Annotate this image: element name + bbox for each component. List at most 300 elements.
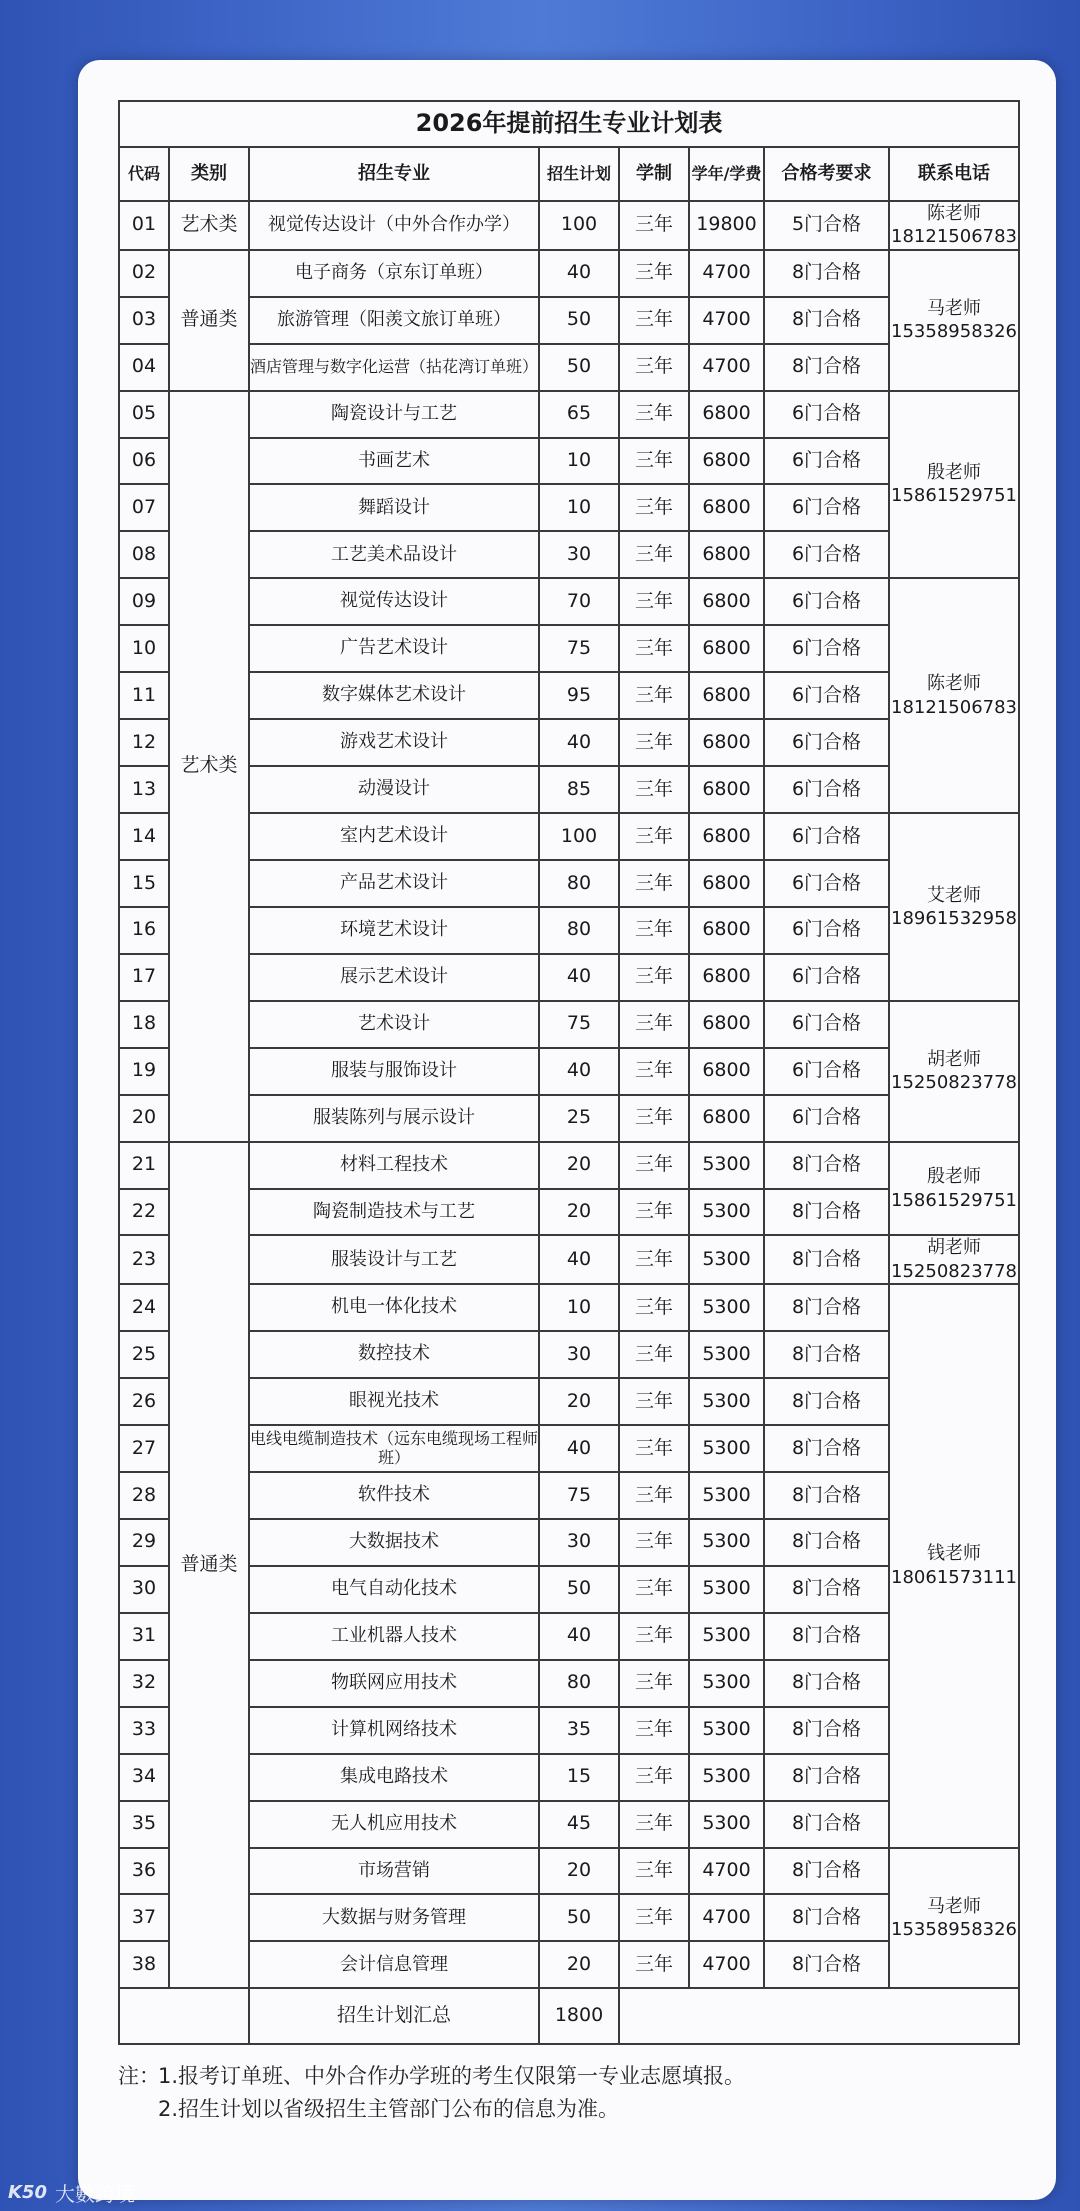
table-row: [119, 672, 1019, 719]
cell-category: 艺术类: [169, 201, 249, 250]
cell-duration: 三年: [619, 578, 689, 625]
cell-plan: 45: [539, 1801, 619, 1848]
table-row: [119, 1142, 1019, 1189]
table-wrapper: [118, 100, 1018, 2045]
header-plan: 招生计划: [539, 147, 619, 201]
table-row: [119, 1001, 1019, 1048]
cell-contact: [889, 1848, 1019, 1989]
cell-major: 服装与服饰设计: [249, 1048, 539, 1095]
cell-major: 大数据技术: [249, 1519, 539, 1566]
cell-requirement: 6门合格: [764, 813, 889, 860]
cell-code: 03: [119, 297, 169, 344]
cell-plan: 95: [539, 672, 619, 719]
cell-duration: 三年: [619, 1519, 689, 1566]
cell-duration: 三年: [619, 1095, 689, 1142]
cell-fee: 4700: [689, 344, 764, 391]
cell-major: 物联网应用技术: [249, 1660, 539, 1707]
cell-fee: 6800: [689, 625, 764, 672]
cell-code: 10: [119, 625, 169, 672]
table-row: [119, 1331, 1019, 1378]
cell-duration: 三年: [619, 1189, 689, 1236]
cell-duration: 三年: [619, 297, 689, 344]
table-row: [119, 1378, 1019, 1425]
table-row: [119, 860, 1019, 907]
cell-code: 07: [119, 484, 169, 531]
cell-fee: 5300: [689, 1613, 764, 1660]
cell-duration: 三年: [619, 954, 689, 1001]
table-row: [119, 250, 1019, 297]
cell-fee: 5300: [689, 1707, 764, 1754]
cell-requirement: 8门合格: [764, 1754, 889, 1801]
cell-fee: 5300: [689, 1519, 764, 1566]
cell-plan: 20: [539, 1848, 619, 1895]
cell-duration: 三年: [619, 1613, 689, 1660]
table-row: [119, 1189, 1019, 1236]
cell-plan: 75: [539, 1472, 619, 1519]
cell-fee: 6800: [689, 813, 764, 860]
note-line-2: 2.招生计划以省级招生主管部门公布的信息为准。: [158, 2096, 620, 2121]
cell-duration: 三年: [619, 1048, 689, 1095]
contact-name: 殷老师: [927, 462, 982, 484]
cell-major: 市场营销: [249, 1848, 539, 1895]
cell-requirement: 8门合格: [764, 1472, 889, 1519]
table-row: [119, 578, 1019, 625]
table-row: [119, 1235, 1019, 1284]
cell-plan: 10: [539, 1284, 619, 1331]
cell-plan: 20: [539, 1142, 619, 1189]
contact-name: 陈老师: [927, 673, 982, 695]
cell-requirement: 8门合格: [764, 1660, 889, 1707]
cell-duration: 三年: [619, 484, 689, 531]
table-row: [119, 1848, 1019, 1895]
cell-code: 13: [119, 766, 169, 813]
cell-plan: 10: [539, 438, 619, 485]
table-body: [119, 201, 1019, 2044]
cell-fee: 6800: [689, 1095, 764, 1142]
cell-requirement: 8门合格: [764, 1331, 889, 1378]
cell-duration: 三年: [619, 813, 689, 860]
table-row: [119, 1425, 1019, 1472]
cell-fee: 6800: [689, 1048, 764, 1095]
cell-requirement: 6门合格: [764, 1095, 889, 1142]
cell-code: 04: [119, 344, 169, 391]
contact-phone: 18961532958: [891, 907, 1018, 929]
cell-fee: 6800: [689, 860, 764, 907]
cell-major: 游戏艺术设计: [249, 719, 539, 766]
cell-fee: 5300: [689, 1754, 764, 1801]
cell-fee: 5300: [689, 1472, 764, 1519]
table-row: [119, 719, 1019, 766]
cell-requirement: 6门合格: [764, 578, 889, 625]
table-row: [119, 1707, 1019, 1754]
table-row: [119, 954, 1019, 1001]
summary-label: 招生计划汇总: [249, 1988, 539, 2044]
table-row: [119, 297, 1019, 344]
cell-major: 动漫设计: [249, 766, 539, 813]
cell-plan: 80: [539, 860, 619, 907]
cell-major: 大数据与财务管理: [249, 1894, 539, 1941]
cell-major: 无人机应用技术: [249, 1801, 539, 1848]
cell-code: 06: [119, 438, 169, 485]
table-row: [119, 625, 1019, 672]
cell-code: 23: [119, 1235, 169, 1284]
cell-major: 视觉传达设计: [249, 578, 539, 625]
cell-requirement: 8门合格: [764, 1284, 889, 1331]
cell-plan: 65: [539, 391, 619, 438]
cell-contact: [889, 578, 1019, 813]
cell-fee: 5300: [689, 1801, 764, 1848]
cell-code: 22: [119, 1189, 169, 1236]
cell-requirement: 6门合格: [764, 907, 889, 954]
cell-fee: 6800: [689, 438, 764, 485]
header-category: 类别: [169, 147, 249, 201]
note-line-1: 1.报考订单班、中外合作办学班的考生仅限第一专业志愿填报。: [158, 2064, 746, 2088]
cell-major: 电子商务（京东订单班）: [249, 250, 539, 297]
cell-fee: 4700: [689, 1941, 764, 1988]
note-prefix: 注：: [118, 2064, 160, 2088]
cell-duration: 三年: [619, 719, 689, 766]
cell-contact: [889, 201, 1019, 250]
cell-plan: 15: [539, 1754, 619, 1801]
cell-duration: 三年: [619, 391, 689, 438]
cell-plan: 25: [539, 1095, 619, 1142]
header-requirement: 合格考要求: [764, 147, 889, 201]
cell-duration: 三年: [619, 1425, 689, 1472]
cell-plan: 40: [539, 1235, 619, 1284]
contact-phone: 18121506783: [891, 696, 1018, 718]
cell-duration: 三年: [619, 1142, 689, 1189]
header-code: 代码: [119, 147, 169, 201]
cell-major: 电气自动化技术: [249, 1566, 539, 1613]
cell-duration: 三年: [619, 1472, 689, 1519]
table-row: [119, 531, 1019, 578]
table-row: [119, 201, 1019, 250]
cell-major: 软件技术: [249, 1472, 539, 1519]
cell-requirement: 8门合格: [764, 1941, 889, 1988]
cell-requirement: 8门合格: [764, 1519, 889, 1566]
cell-code: 35: [119, 1801, 169, 1848]
table-row: [119, 1284, 1019, 1331]
cell-major: 会计信息管理: [249, 1941, 539, 1988]
table-row: [119, 1472, 1019, 1519]
cell-major: 艺术设计: [249, 1001, 539, 1048]
cell-code: 21: [119, 1142, 169, 1189]
table-row: [119, 907, 1019, 954]
cell-plan: 20: [539, 1941, 619, 1988]
cell-plan: 50: [539, 344, 619, 391]
cell-code: 15: [119, 860, 169, 907]
cell-code: 09: [119, 578, 169, 625]
cell-requirement: 6门合格: [764, 531, 889, 578]
cell-fee: 6800: [689, 1001, 764, 1048]
cell-major: 工业机器人技术: [249, 1613, 539, 1660]
cell-code: 20: [119, 1095, 169, 1142]
table-row: [119, 438, 1019, 485]
cell-fee: 19800: [689, 201, 764, 250]
cell-requirement: 8门合格: [764, 1425, 889, 1472]
cell-code: 36: [119, 1848, 169, 1895]
header-fee: 学年/学费: [689, 147, 764, 201]
table-row: [119, 1801, 1019, 1848]
cell-fee: 4700: [689, 1894, 764, 1941]
cell-code: 19: [119, 1048, 169, 1095]
cell-fee: 5300: [689, 1425, 764, 1472]
table-row: [119, 1660, 1019, 1707]
cell-fee: 5300: [689, 1284, 764, 1331]
cell-duration: 三年: [619, 1378, 689, 1425]
contact-phone: 15358958326: [891, 321, 1018, 343]
cell-major: 机电一体化技术: [249, 1284, 539, 1331]
cell-contact: [889, 1142, 1019, 1236]
cell-requirement: 6门合格: [764, 391, 889, 438]
cell-fee: 6800: [689, 766, 764, 813]
cell-plan: 35: [539, 1707, 619, 1754]
cell-plan: 30: [539, 1331, 619, 1378]
cell-code: 27: [119, 1425, 169, 1472]
cell-major: 环境艺术设计: [249, 907, 539, 954]
cell-plan: 30: [539, 1519, 619, 1566]
cell-major: 计算机网络技术: [249, 1707, 539, 1754]
table-row: [119, 1941, 1019, 1988]
cell-requirement: 6门合格: [764, 672, 889, 719]
cell-duration: 三年: [619, 1801, 689, 1848]
cell-requirement: 8门合格: [764, 1566, 889, 1613]
table-row: [119, 1566, 1019, 1613]
table-title: 2026年提前招生专业计划表: [119, 101, 1019, 147]
watermark-text: 大數跨境: [55, 2182, 135, 2206]
cell-duration: 三年: [619, 625, 689, 672]
cell-requirement: 8门合格: [764, 1801, 889, 1848]
cell-requirement: 6门合格: [764, 719, 889, 766]
cell-duration: 三年: [619, 1941, 689, 1988]
cell-code: 32: [119, 1660, 169, 1707]
cell-fee: 4700: [689, 297, 764, 344]
cell-fee: 6800: [689, 907, 764, 954]
cell-contact: [889, 391, 1019, 579]
cell-requirement: 8门合格: [764, 344, 889, 391]
cell-major: 电线电缆制造技术（远东电缆现场工程师班）: [249, 1425, 539, 1472]
cell-code: 14: [119, 813, 169, 860]
cell-category: 普通类: [169, 250, 249, 391]
cell-duration: 三年: [619, 250, 689, 297]
cell-major: 书画艺术: [249, 438, 539, 485]
cell-plan: 20: [539, 1378, 619, 1425]
cell-code: 02: [119, 250, 169, 297]
summary-empty: [619, 1988, 1019, 2044]
cell-category: 普通类: [169, 1142, 249, 1989]
cell-fee: 5300: [689, 1331, 764, 1378]
table-row: [119, 484, 1019, 531]
table-row: [119, 1519, 1019, 1566]
cell-major: 工艺美术品设计: [249, 531, 539, 578]
cell-major: 陶瓷设计与工艺: [249, 391, 539, 438]
cell-fee: 6800: [689, 672, 764, 719]
cell-fee: 6800: [689, 484, 764, 531]
cell-duration: 三年: [619, 860, 689, 907]
cell-code: 08: [119, 531, 169, 578]
cell-major: 酒店管理与数字化运营（拈花湾订单班）: [249, 344, 539, 391]
header-duration: 学制: [619, 147, 689, 201]
cell-requirement: 8门合格: [764, 1707, 889, 1754]
contact-name: 胡老师: [927, 1048, 982, 1070]
cell-fee: 4700: [689, 250, 764, 297]
summary-empty: [119, 1988, 249, 2044]
cell-requirement: 6门合格: [764, 438, 889, 485]
cell-requirement: 6门合格: [764, 484, 889, 531]
table-row: [119, 1095, 1019, 1142]
contact-name: 殷老师: [927, 1166, 982, 1188]
cell-requirement: 8门合格: [764, 1613, 889, 1660]
cell-duration: 三年: [619, 1754, 689, 1801]
cell-duration: 三年: [619, 1660, 689, 1707]
cell-code: 34: [119, 1754, 169, 1801]
table-row: [119, 766, 1019, 813]
cell-major: 室内艺术设计: [249, 813, 539, 860]
table-row: [119, 1048, 1019, 1095]
cell-fee: 5300: [689, 1378, 764, 1425]
cell-plan: 20: [539, 1189, 619, 1236]
note-2: [118, 2093, 1018, 2126]
cell-major: 舞蹈设计: [249, 484, 539, 531]
cell-fee: 6800: [689, 719, 764, 766]
cell-fee: 6800: [689, 531, 764, 578]
cell-code: 33: [119, 1707, 169, 1754]
summary-row: [119, 1988, 1019, 2044]
cell-major: 眼视光技术: [249, 1378, 539, 1425]
cell-requirement: 8门合格: [764, 250, 889, 297]
cell-fee: 6800: [689, 954, 764, 1001]
contact-phone: 15861529751: [891, 1189, 1018, 1211]
cell-fee: 5300: [689, 1566, 764, 1613]
cell-code: 17: [119, 954, 169, 1001]
cell-major: 旅游管理（阳羡文旅订单班）: [249, 297, 539, 344]
cell-plan: 10: [539, 484, 619, 531]
cell-code: 16: [119, 907, 169, 954]
cell-duration: 三年: [619, 1566, 689, 1613]
cell-requirement: 8门合格: [764, 297, 889, 344]
cell-plan: 100: [539, 813, 619, 860]
contact-name: 马老师: [927, 1895, 982, 1917]
cell-code: 05: [119, 391, 169, 438]
cell-plan: 40: [539, 719, 619, 766]
cell-plan: 40: [539, 1048, 619, 1095]
cell-plan: 40: [539, 250, 619, 297]
cell-duration: 三年: [619, 1001, 689, 1048]
cell-code: 18: [119, 1001, 169, 1048]
cell-plan: 40: [539, 1425, 619, 1472]
cell-code: 28: [119, 1472, 169, 1519]
contact-phone: 18061573111: [891, 1566, 1018, 1588]
cell-code: 31: [119, 1613, 169, 1660]
watermark-logo: K50: [8, 2182, 47, 2203]
table-row: [119, 1613, 1019, 1660]
contact-name: 钱老师: [927, 1543, 982, 1565]
cell-major: 数控技术: [249, 1331, 539, 1378]
cell-plan: 50: [539, 297, 619, 344]
table-row: [119, 1754, 1019, 1801]
cell-fee: 5300: [689, 1189, 764, 1236]
cell-requirement: 5门合格: [764, 201, 889, 250]
cell-requirement: 8门合格: [764, 1142, 889, 1189]
footnotes: [118, 2060, 1018, 2125]
cell-requirement: 6门合格: [764, 625, 889, 672]
cell-code: 37: [119, 1894, 169, 1941]
cell-major: 广告艺术设计: [249, 625, 539, 672]
cell-category: 艺术类: [169, 391, 249, 1142]
contact-phone: 15861529751: [891, 485, 1018, 507]
cell-plan: 40: [539, 1613, 619, 1660]
cell-major: 材料工程技术: [249, 1142, 539, 1189]
cell-plan: 85: [539, 766, 619, 813]
table-row: [119, 391, 1019, 438]
cell-fee: 5300: [689, 1235, 764, 1284]
cell-requirement: 6门合格: [764, 1001, 889, 1048]
table-row: [119, 1894, 1019, 1941]
cell-plan: 80: [539, 907, 619, 954]
cell-major: 数字媒体艺术设计: [249, 672, 539, 719]
cell-major: 产品艺术设计: [249, 860, 539, 907]
cell-contact: [889, 813, 1019, 1001]
cell-requirement: 8门合格: [764, 1848, 889, 1895]
cell-plan: 80: [539, 1660, 619, 1707]
cell-major: 服装陈列与展示设计: [249, 1095, 539, 1142]
cell-code: 12: [119, 719, 169, 766]
cell-code: 25: [119, 1331, 169, 1378]
contact-name: 陈老师: [927, 203, 982, 224]
cell-contact: [889, 1001, 1019, 1142]
cell-requirement: 8门合格: [764, 1378, 889, 1425]
table-row: [119, 813, 1019, 860]
watermark: [8, 2178, 135, 2207]
cell-code: 29: [119, 1519, 169, 1566]
cell-code: 30: [119, 1566, 169, 1613]
contact-phone: 15358958326: [891, 1918, 1018, 1940]
contact-name: 胡老师: [927, 1237, 982, 1259]
cell-major: 陶瓷制造技术与工艺: [249, 1189, 539, 1236]
contact-phone: 15250823778: [891, 1260, 1018, 1282]
note-1: [118, 2060, 1018, 2093]
cell-fee: 5300: [689, 1142, 764, 1189]
contact-name: 马老师: [927, 297, 982, 319]
cell-plan: 70: [539, 578, 619, 625]
cell-major: 服装设计与工艺: [249, 1235, 539, 1284]
cell-plan: 100: [539, 201, 619, 250]
contact-phone: 18121506783: [891, 226, 1018, 248]
cell-duration: 三年: [619, 344, 689, 391]
cell-plan: 50: [539, 1566, 619, 1613]
cell-code: 26: [119, 1378, 169, 1425]
cell-duration: 三年: [619, 201, 689, 250]
cell-fee: 6800: [689, 578, 764, 625]
cell-requirement: 8门合格: [764, 1235, 889, 1284]
contact-phone: 15250823778: [891, 1072, 1018, 1094]
cell-major: 展示艺术设计: [249, 954, 539, 1001]
cell-requirement: 8门合格: [764, 1894, 889, 1941]
cell-plan: 40: [539, 954, 619, 1001]
enrollment-plan-table: [118, 100, 1020, 2045]
table-row: [119, 344, 1019, 391]
cell-duration: 三年: [619, 1894, 689, 1941]
cell-duration: 三年: [619, 766, 689, 813]
cell-code: 38: [119, 1941, 169, 1988]
cell-contact: [889, 1284, 1019, 1847]
cell-requirement: 6门合格: [764, 860, 889, 907]
cell-requirement: 6门合格: [764, 1048, 889, 1095]
cell-requirement: 8门合格: [764, 1189, 889, 1236]
cell-code: 11: [119, 672, 169, 719]
cell-duration: 三年: [619, 531, 689, 578]
contact-name: 艾老师: [927, 884, 982, 906]
